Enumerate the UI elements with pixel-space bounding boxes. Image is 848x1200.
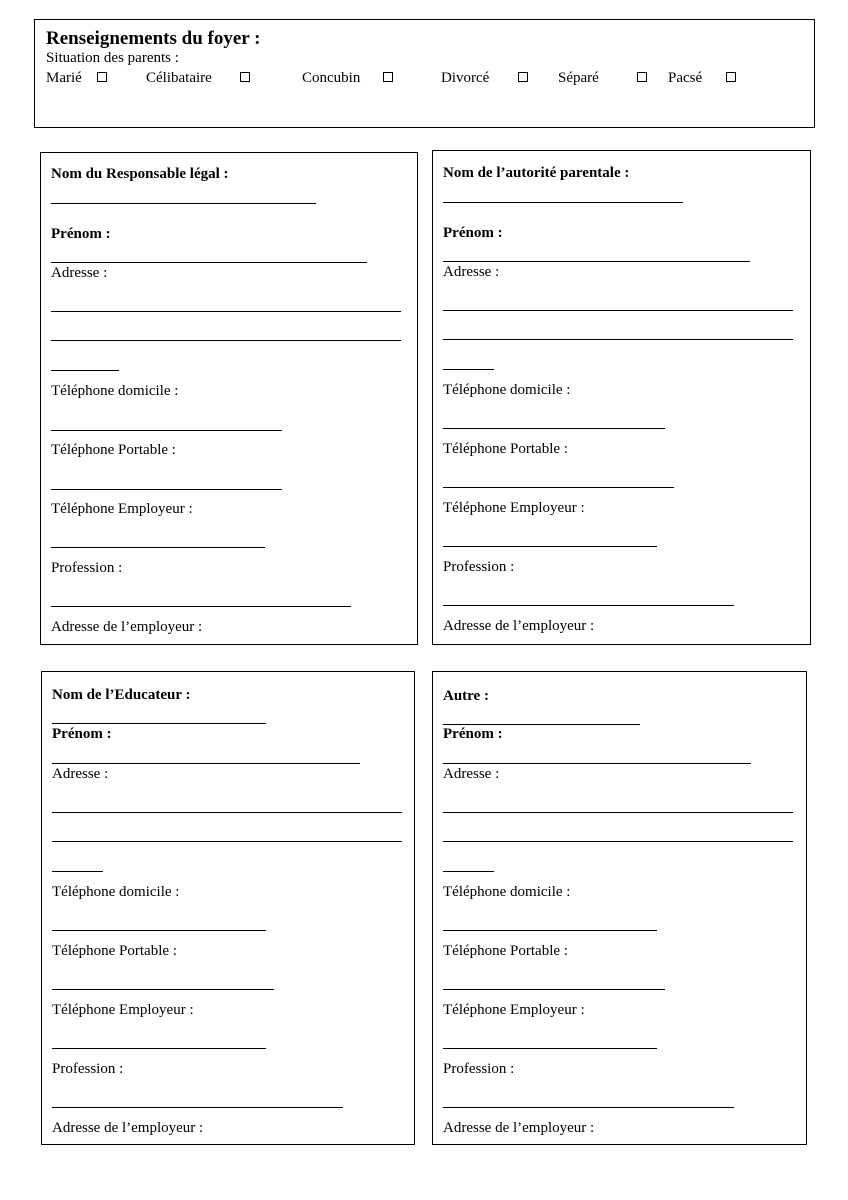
legal-guardian-home-phone-label: Téléphone domicile : [51, 383, 179, 399]
legal-guardian-profession-field[interactable] [51, 606, 351, 607]
option-concubin-label: Concubin [302, 70, 361, 86]
parental-authority-address-line-3[interactable] [443, 369, 494, 370]
option-divorce-label: Divorcé [441, 70, 490, 86]
option-divorce-checkbox[interactable] [518, 72, 528, 82]
other-address-label: Adresse : [443, 766, 500, 782]
other-profession-field[interactable] [443, 1107, 734, 1108]
other-address-line-1[interactable] [443, 812, 793, 813]
option-celibataire-label: Célibataire [146, 70, 212, 86]
parental-authority-profession-field[interactable] [443, 605, 734, 606]
parental-authority-prenom-field[interactable] [443, 261, 750, 262]
educator-mobile-phone-label: Téléphone Portable : [52, 943, 177, 959]
legal-guardian-employer-address-label: Adresse de l’employeur : [51, 619, 203, 635]
parental-authority-mobile-phone-field[interactable] [443, 487, 674, 488]
parental-authority-title: Nom de l’autorité parentale : [443, 165, 630, 181]
option-celibataire-checkbox[interactable] [240, 72, 250, 82]
other-title: Autre : [443, 688, 489, 704]
other-mobile-phone-field[interactable] [443, 989, 665, 990]
other-prenom-label: Prénom : [443, 726, 503, 742]
other-name-field[interactable] [443, 724, 640, 725]
parents-situation-label: Situation des parents : [46, 50, 179, 66]
legal-guardian-title: Nom du Responsable légal : [51, 166, 229, 182]
legal-guardian-address-line-3[interactable] [51, 370, 119, 371]
parental-authority-profession-label: Profession : [443, 559, 515, 575]
educator-employer-address-label: Adresse de l’employeur : [52, 1120, 204, 1136]
option-pacse-checkbox[interactable] [726, 72, 736, 82]
educator-mobile-phone-field[interactable] [52, 989, 274, 990]
educator-title: Nom de l’Educateur : [52, 687, 191, 703]
other-home-phone-field[interactable] [443, 930, 657, 931]
legal-guardian-employer-phone-label: Téléphone Employeur : [51, 501, 193, 517]
educator-prenom-field[interactable] [52, 763, 360, 764]
parental-authority-name-field[interactable] [443, 202, 683, 203]
other-employer-phone-label: Téléphone Employeur : [443, 1002, 585, 1018]
legal-guardian-address-line-1[interactable] [51, 311, 401, 312]
educator-address-line-2[interactable] [52, 841, 402, 842]
parental-authority-home-phone-field[interactable] [443, 428, 665, 429]
household-info-title: Renseignements du foyer : [46, 28, 261, 49]
educator-home-phone-field[interactable] [52, 930, 266, 931]
option-pacse-label: Pacsé [668, 70, 703, 86]
legal-guardian-profession-label: Profession : [51, 560, 123, 576]
parental-authority-address-line-2[interactable] [443, 339, 793, 340]
other-employer-address-label: Adresse de l’employeur : [443, 1120, 595, 1136]
parental-authority-employer-phone-label: Téléphone Employeur : [443, 500, 585, 516]
other-address-line-3[interactable] [443, 871, 494, 872]
parental-authority-prenom-label: Prénom : [443, 225, 503, 241]
legal-guardian-home-phone-field[interactable] [51, 430, 282, 431]
option-separe-label: Séparé [558, 70, 599, 86]
parental-authority-address-label: Adresse : [443, 264, 500, 280]
legal-guardian-address-line-2[interactable] [51, 340, 401, 341]
other-mobile-phone-label: Téléphone Portable : [443, 943, 568, 959]
other-address-line-2[interactable] [443, 841, 793, 842]
educator-name-field[interactable] [52, 723, 266, 724]
legal-guardian-prenom-label: Prénom : [51, 226, 111, 242]
educator-address-label: Adresse : [52, 766, 109, 782]
educator-profession-field[interactable] [52, 1107, 343, 1108]
legal-guardian-mobile-phone-field[interactable] [51, 489, 282, 490]
parental-authority-employer-phone-field[interactable] [443, 546, 657, 547]
legal-guardian-name-field[interactable] [51, 203, 316, 204]
parental-authority-home-phone-label: Téléphone domicile : [443, 382, 571, 398]
legal-guardian-address-label: Adresse : [51, 265, 108, 281]
educator-employer-phone-label: Téléphone Employeur : [52, 1002, 194, 1018]
option-marie-checkbox[interactable] [97, 72, 107, 82]
legal-guardian-mobile-phone-label: Téléphone Portable : [51, 442, 176, 458]
other-profession-label: Profession : [443, 1061, 515, 1077]
educator-employer-phone-field[interactable] [52, 1048, 266, 1049]
parental-authority-mobile-phone-label: Téléphone Portable : [443, 441, 568, 457]
option-separe-checkbox[interactable] [637, 72, 647, 82]
legal-guardian-prenom-field[interactable] [51, 262, 367, 263]
other-employer-phone-field[interactable] [443, 1048, 657, 1049]
option-concubin-checkbox[interactable] [383, 72, 393, 82]
parental-authority-employer-address-label: Adresse de l’employeur : [443, 618, 595, 634]
educator-profession-label: Profession : [52, 1061, 124, 1077]
option-marie-label: Marié [46, 70, 82, 86]
legal-guardian-employer-phone-field[interactable] [51, 547, 265, 548]
other-home-phone-label: Téléphone domicile : [443, 884, 571, 900]
educator-address-line-1[interactable] [52, 812, 402, 813]
educator-prenom-label: Prénom : [52, 726, 112, 742]
other-prenom-field[interactable] [443, 763, 751, 764]
educator-address-line-3[interactable] [52, 871, 103, 872]
educator-home-phone-label: Téléphone domicile : [52, 884, 180, 900]
parental-authority-address-line-1[interactable] [443, 310, 793, 311]
